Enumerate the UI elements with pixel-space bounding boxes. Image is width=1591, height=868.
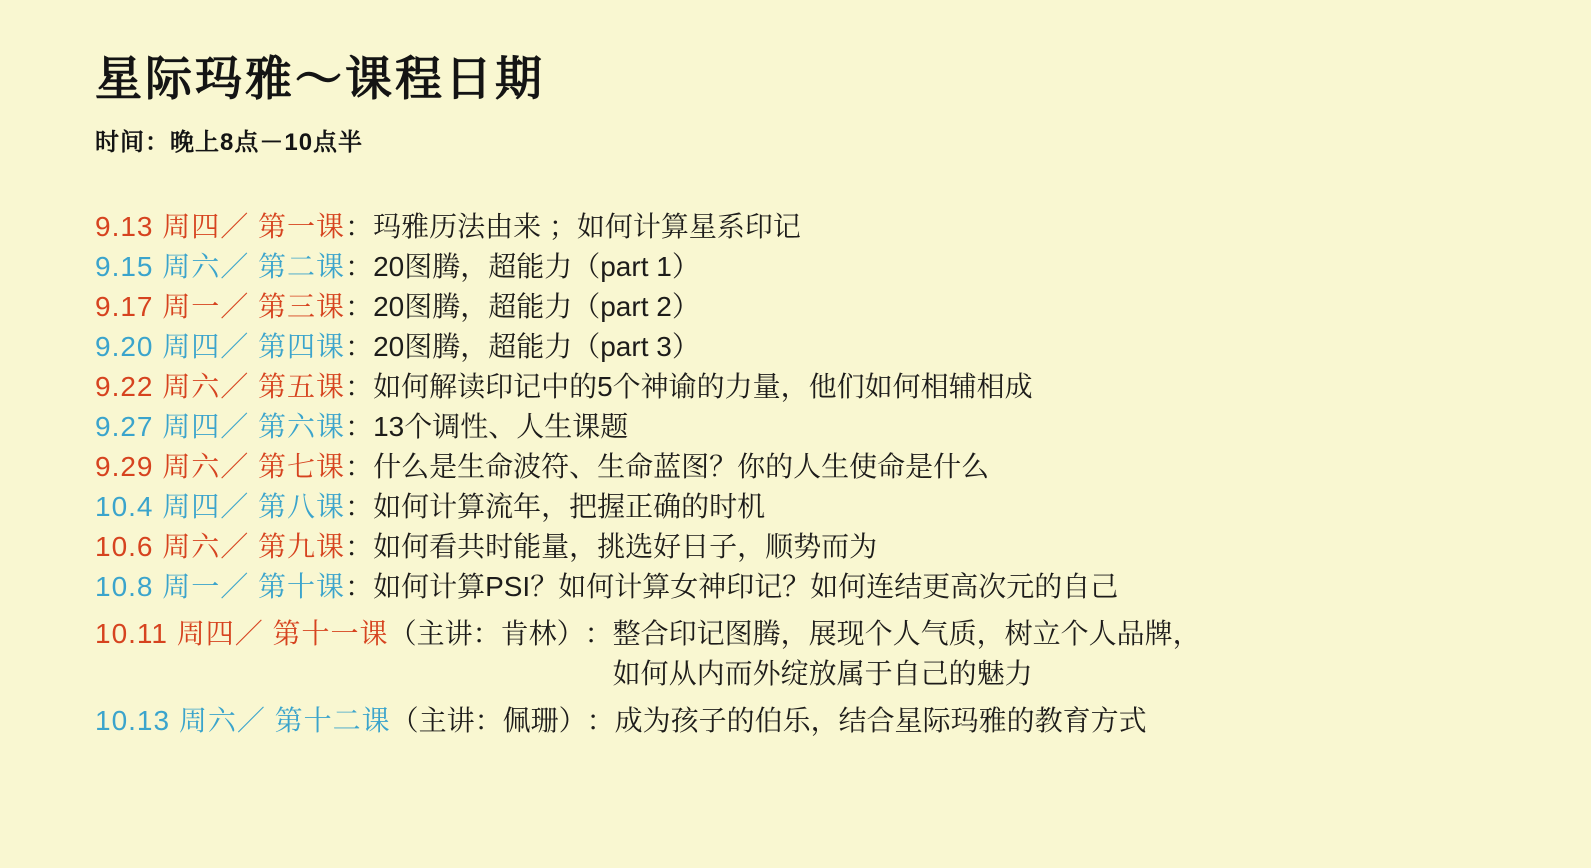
lecturer-label: （主讲：肯林） xyxy=(388,618,585,650)
colon-separator: ： xyxy=(345,211,374,243)
schedule-row xyxy=(95,367,1551,407)
schedule-row xyxy=(95,447,1551,487)
schedule-row xyxy=(95,247,1551,287)
lesson-date-label: 10.6 周六／ 第九课 xyxy=(95,531,346,563)
lesson-date-label: 9.22 周六／ 第五课 xyxy=(95,371,346,403)
lesson-date-label: 9.29 周六／ 第七课 xyxy=(95,451,346,483)
colon-separator: ： xyxy=(345,251,374,283)
lesson-content-line: 整合印记图腾，展现个人气质，树立个人品牌， xyxy=(612,618,1201,650)
lesson-date-label: 10.8 周一／ 第十课 xyxy=(95,571,346,603)
lesson-date-label: 10.4 周四／ 第八课 xyxy=(95,491,346,523)
lesson-content-line: 如何计算流年，把握正确的时机 xyxy=(373,491,766,523)
schedule-row xyxy=(95,287,1551,327)
schedule-row xyxy=(95,327,1551,367)
colon-separator: ： xyxy=(345,531,374,563)
lesson-content xyxy=(373,527,877,567)
schedule-row xyxy=(95,567,1551,607)
lesson-content-line: 20图腾，超能力（part 3） xyxy=(373,331,700,363)
lesson-content-line: 13个调性、人生课题 xyxy=(373,411,629,443)
lesson-date-label: 9.17 周一／ 第三课 xyxy=(95,291,346,323)
lesson-content xyxy=(373,327,700,367)
schedule-row xyxy=(95,207,1551,247)
colon-separator: ： xyxy=(345,571,374,603)
colon-separator: ： xyxy=(345,491,374,523)
time-subtitle: 时间：晚上8点－10点半 xyxy=(95,129,364,157)
lesson-content-line: 如何计算PSI？如何计算女神印记？如何连结更高次元的自己 xyxy=(373,571,1119,603)
schedule-row xyxy=(95,527,1551,567)
colon-separator: ： xyxy=(345,331,374,363)
lesson-content-line: 如何看共时能量，挑选好日子，顺势而为 xyxy=(373,531,878,563)
lesson-content xyxy=(373,367,1033,407)
page-title: 星际玛雅～课程日期 xyxy=(95,52,545,105)
colon-separator: ： xyxy=(345,411,374,443)
colon-separator: ： xyxy=(584,618,613,650)
lecturer-label: （主讲：佩珊） xyxy=(390,705,587,737)
colon-separator: ： xyxy=(345,371,374,403)
lesson-date-label: 10.13 周六／ 第十二课 xyxy=(95,705,391,737)
colon-separator: ： xyxy=(345,291,374,323)
lesson-content xyxy=(373,247,700,287)
lesson-date-label: 9.15 周六／ 第二课 xyxy=(95,251,346,283)
lesson-content xyxy=(373,407,628,447)
schedule-row xyxy=(95,614,1551,694)
lesson-date-label: 9.20 周四／ 第四课 xyxy=(95,331,346,363)
lesson-date-label: 9.13 周四／ 第一课 xyxy=(95,211,346,243)
lesson-content-line: 成为孩子的伯乐，结合星际玛雅的教育方式 xyxy=(614,705,1147,737)
lesson-date-label: 10.11 周四／ 第十一课 xyxy=(95,618,389,650)
lesson-content xyxy=(373,567,1118,607)
lesson-date-label: 9.27 周四／ 第六课 xyxy=(95,411,346,443)
lesson-content xyxy=(373,447,989,487)
lesson-content xyxy=(615,701,1147,741)
lesson-content-line: 什么是生命波符、生命蓝图？你的人生使命是什么 xyxy=(373,451,990,483)
schedule-row xyxy=(95,701,1551,741)
colon-separator: ： xyxy=(345,451,374,483)
schedule-row xyxy=(95,407,1551,447)
lesson-content xyxy=(373,287,700,327)
lesson-content xyxy=(373,207,801,247)
lesson-content-line: 玛雅历法由来 ；如何计算星系印记 xyxy=(373,211,801,243)
schedule-row xyxy=(95,487,1551,527)
lesson-content-line: 如何解读印记中的5个神谕的力量，他们如何相辅相成 xyxy=(373,371,1033,403)
lesson-content-line: 20图腾，超能力（part 1） xyxy=(373,251,700,283)
colon-separator: ： xyxy=(586,705,615,737)
schedule-list xyxy=(95,207,1551,741)
lesson-content-line: 20图腾，超能力（part 2） xyxy=(373,291,700,323)
lesson-content-line: 如何从内而外绽放属于自己的魅力 xyxy=(612,658,1033,690)
lesson-content xyxy=(613,614,1201,694)
lesson-content xyxy=(373,487,765,527)
